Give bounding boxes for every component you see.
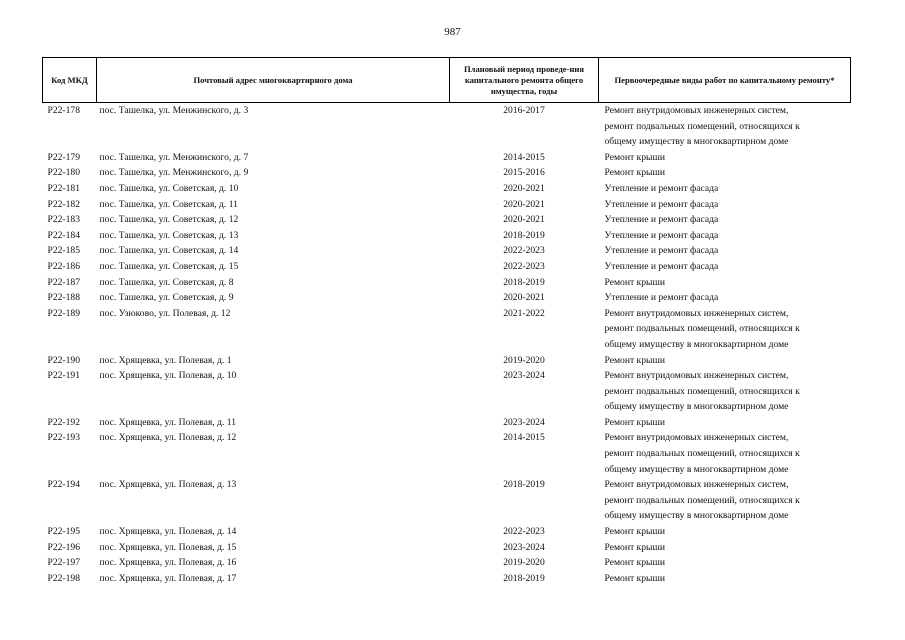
- works-line: Утепление и ремонт фасада: [604, 229, 719, 241]
- works-cell: [599, 212, 851, 228]
- works-line: Ремонт крыши: [604, 416, 665, 428]
- table-row: [43, 477, 851, 524]
- works-line: Ремонт внутридомовых инженерных систем,: [604, 370, 789, 382]
- period-cell: 2022-2023: [503, 260, 545, 272]
- mkd-code-cell: Р22-194: [47, 479, 81, 491]
- works-line: Ремонт крыши: [604, 354, 665, 366]
- mkd-code-cell: Р22-186: [47, 260, 81, 272]
- address-cell: пос. Хрящевка, ул. Полевая, д. 16: [99, 557, 237, 569]
- works-cell: [599, 275, 851, 291]
- mkd-code-cell: Р22-181: [47, 182, 81, 194]
- address-cell: пос. Хрящевка, ул. Полевая, д. 10: [99, 370, 237, 382]
- table-row: [43, 524, 851, 540]
- address-cell: пос. Ташелка, ул. Менжинского, д. 9: [99, 167, 249, 179]
- table-row: [43, 165, 851, 181]
- header-address: Почтовый адрес многоквартирного дома: [97, 58, 450, 103]
- mkd-code-cell: Р22-185: [47, 245, 81, 257]
- address-cell: пос. Ташелка, ул. Менжинского, д. 7: [99, 151, 249, 163]
- works-line: Утепление и ремонт фасада: [604, 182, 719, 194]
- address-cell: пос. Хрящевка, ул. Полевая, д. 14: [99, 526, 237, 538]
- works-line: Ремонт крыши: [604, 167, 665, 179]
- address-cell: пос. Ташелка, ул. Советская, д. 13: [99, 229, 239, 241]
- mkd-code-cell: Р22-182: [47, 198, 81, 210]
- period-cell: 2019-2020: [503, 557, 545, 569]
- works-cell: [599, 555, 851, 571]
- table-row: [43, 368, 851, 415]
- works-line: ремонт подвальных помещений, относящихся к: [604, 494, 800, 506]
- works-cell: [599, 540, 851, 556]
- header-period: Плановый период проведе-ния капитального ремонта общего имущества, годы: [450, 58, 599, 103]
- works-cell: [599, 181, 851, 197]
- period-cell: 2018-2019: [503, 479, 545, 491]
- works-cell: [599, 430, 851, 477]
- works-line: общему имуществу в многоквартирном доме: [604, 510, 789, 522]
- period-cell: 2018-2019: [503, 229, 545, 241]
- period-cell: 2023-2024: [503, 416, 545, 428]
- address-cell: пос. Хрящевка, ул. Полевая, д. 11: [99, 416, 236, 428]
- works-line: Утепление и ремонт фасада: [604, 245, 719, 257]
- address-cell: пос. Узюково, ул. Полевая, д. 12: [99, 307, 231, 319]
- table-row: [43, 571, 851, 587]
- works-cell: [599, 477, 851, 524]
- table-row: [43, 181, 851, 197]
- works-line: Ремонт крыши: [604, 526, 665, 538]
- mkd-code-cell: Р22-180: [47, 167, 81, 179]
- works-line: ремонт подвальных помещений, относящихся к: [604, 448, 800, 460]
- period-cell: 2014-2015: [503, 151, 545, 163]
- address-cell: пос. Ташелка, ул. Менжинского, д. 3: [99, 105, 249, 116]
- table-row: [43, 555, 851, 571]
- header-code: Код МКД: [43, 58, 97, 103]
- period-cell: 2023-2024: [503, 541, 545, 553]
- table-body: [43, 103, 851, 587]
- address-cell: пос. Ташелка, ул. Советская, д. 14: [99, 245, 239, 257]
- mkd-code-cell: Р22-183: [47, 214, 81, 226]
- works-line: Ремонт крыши: [604, 151, 665, 163]
- works-line: ремонт подвальных помещений, относящихся к: [604, 120, 800, 132]
- address-cell: пос. Ташелка, ул. Советская, д. 11: [99, 198, 238, 210]
- address-cell: пос. Хрящевка, ул. Полевая, д. 12: [99, 432, 237, 444]
- works-cell: [599, 415, 851, 431]
- mkd-code-cell: Р22-184: [47, 229, 81, 241]
- table-row: [43, 259, 851, 275]
- address-cell: пос. Хрящевка, ул. Полевая, д. 17: [99, 572, 237, 584]
- works-line: ремонт подвальных помещений, относящихся к: [604, 385, 800, 397]
- mkd-code-cell: Р22-193: [47, 432, 81, 444]
- table-row: [43, 228, 851, 244]
- works-line: Ремонт крыши: [604, 557, 665, 569]
- address-cell: пос. Ташелка, ул. Советская, д. 10: [99, 182, 239, 194]
- period-cell: 2016-2017: [503, 105, 545, 116]
- period-cell: 2020-2021: [503, 292, 545, 304]
- works-line: Утепление и ремонт фасада: [604, 198, 719, 210]
- works-cell: [599, 353, 851, 369]
- period-cell: 2022-2023: [503, 526, 545, 538]
- page-number: 987: [444, 26, 461, 38]
- period-cell: 2022-2023: [503, 245, 545, 257]
- works-cell: [599, 103, 851, 150]
- works-line: Ремонт внутридомовых инженерных систем,: [604, 479, 789, 491]
- table-row: [43, 290, 851, 306]
- table-row: [43, 353, 851, 369]
- mkd-code-cell: Р22-188: [47, 292, 81, 304]
- period-cell: 2015-2016: [503, 167, 545, 179]
- works-line: Ремонт внутридомовых инженерных систем,: [604, 105, 789, 116]
- address-cell: пос. Ташелка, ул. Советская, д. 15: [99, 260, 239, 272]
- period-cell: 2018-2019: [503, 572, 545, 584]
- works-cell: [599, 290, 851, 306]
- header-works: Первоочередные виды работ по капитальному ремонту*: [599, 58, 851, 103]
- works-line: общему имуществу в многоквартирном доме: [604, 401, 789, 413]
- table-row: [43, 540, 851, 556]
- works-cell: [599, 150, 851, 166]
- works-cell: [599, 197, 851, 213]
- period-cell: 2023-2024: [503, 370, 545, 382]
- table-row: [43, 103, 851, 150]
- works-line: Ремонт крыши: [604, 276, 665, 288]
- mkd-code-cell: Р22-192: [47, 416, 81, 428]
- address-cell: пос. Ташелка, ул. Советская, д. 8: [99, 276, 234, 288]
- works-line: ремонт подвальных помещений, относящихся к: [604, 323, 800, 335]
- mkd-code-cell: Р22-179: [47, 151, 81, 163]
- period-cell: 2021-2022: [503, 307, 545, 319]
- works-cell: [599, 243, 851, 259]
- works-cell: [599, 571, 851, 587]
- works-cell: [599, 259, 851, 275]
- mkd-code-cell: Р22-187: [47, 276, 81, 288]
- period-cell: 2020-2021: [503, 182, 545, 194]
- works-line: Утепление и ремонт фасада: [604, 260, 719, 272]
- works-cell: [599, 165, 851, 181]
- works-line: общему имуществу в многоквартирном доме: [604, 136, 789, 148]
- period-cell: 2019-2020: [503, 354, 545, 366]
- address-cell: пос. Хрящевка, ул. Полевая, д. 1: [99, 354, 232, 366]
- capital-repair-table: [42, 57, 851, 586]
- mkd-code-cell: Р22-198: [47, 572, 81, 584]
- mkd-code-cell: Р22-197: [47, 557, 81, 569]
- address-cell: пос. Ташелка, ул. Советская, д. 9: [99, 292, 234, 304]
- period-cell: 2020-2021: [503, 198, 545, 210]
- works-cell: [599, 306, 851, 353]
- works-line: Утепление и ремонт фасада: [604, 292, 719, 304]
- works-cell: [599, 228, 851, 244]
- period-cell: 2020-2021: [503, 214, 545, 226]
- table-row: [43, 212, 851, 228]
- table-row: [43, 150, 851, 166]
- mkd-code-cell: Р22-189: [47, 307, 81, 319]
- table-row: [43, 430, 851, 477]
- mkd-code-cell: Р22-196: [47, 541, 81, 553]
- works-cell: [599, 368, 851, 415]
- table-header: [43, 58, 851, 103]
- mkd-code-cell: Р22-195: [47, 526, 81, 538]
- period-cell: 2018-2019: [503, 276, 545, 288]
- mkd-code-cell: Р22-190: [47, 354, 81, 366]
- period-cell: 2014-2015: [503, 432, 545, 444]
- address-cell: пос. Хрящевка, ул. Полевая, д. 15: [99, 541, 237, 553]
- works-line: Ремонт внутридомовых инженерных систем,: [604, 307, 789, 319]
- table-row: [43, 275, 851, 291]
- works-line: Ремонт внутридомовых инженерных систем,: [604, 432, 789, 444]
- table-row: [43, 243, 851, 259]
- works-line: общему имуществу в многоквартирном доме: [604, 463, 789, 475]
- works-line: Ремонт крыши: [604, 541, 665, 553]
- table-row: [43, 415, 851, 431]
- address-cell: пос. Хрящевка, ул. Полевая, д. 13: [99, 479, 237, 491]
- table-row: [43, 306, 851, 353]
- works-line: Утепление и ремонт фасада: [604, 214, 719, 226]
- works-line: Ремонт крыши: [604, 572, 665, 584]
- address-cell: пос. Ташелка, ул. Советская, д. 12: [99, 214, 239, 226]
- works-line: общему имуществу в многоквартирном доме: [604, 338, 789, 350]
- works-cell: [599, 524, 851, 540]
- table-row: [43, 197, 851, 213]
- mkd-code-cell: Р22-178: [47, 105, 81, 116]
- mkd-code-cell: Р22-191: [47, 370, 81, 382]
